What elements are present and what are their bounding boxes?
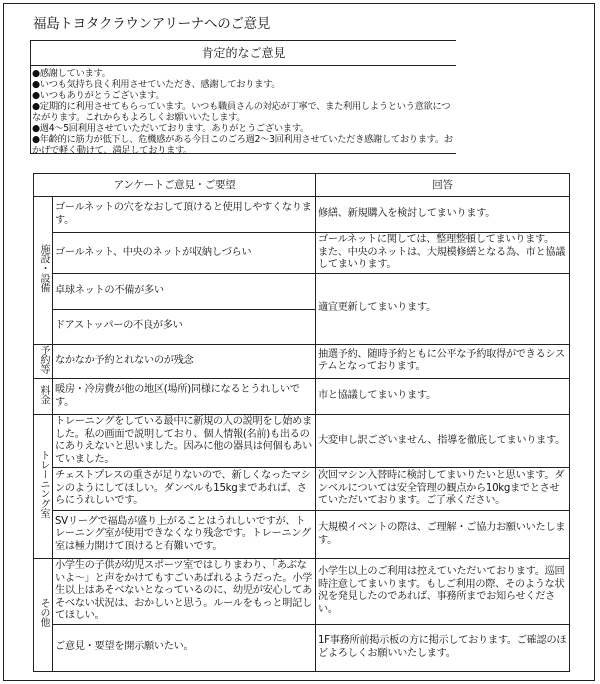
answer-cell: 大変申し訳ございません、指導を徹底してまいります。 — [316, 415, 570, 468]
question-cell: チェストプレスの重さが足りないので、新しくなったマシンのようにしてほしい。ダンベルも15kgまであれば、さらにうれしいです。 — [53, 468, 316, 511]
positive-item: ●定期的に利用させてもらっています。いつも職員さんの対応が丁寧で、また利用しようという意欲につながります。これからもよろしくお願いいたします。 — [32, 101, 451, 123]
positive-feedback-box — [30, 40, 456, 154]
answer-cell: 抽選予約、随時予約ともに公平な予約取得ができるシステムとなっております。 — [316, 344, 570, 379]
category-reservation: 予約等 — [34, 344, 53, 379]
question-cell: ドアストッパーの不良が多い — [53, 309, 316, 344]
answer-cell: 1F事務所前掲示板の方に掲示しております。ご確認のほどよろしくお願いいたします。 — [316, 624, 570, 671]
positive-item: ●感謝しています。 — [32, 68, 111, 79]
question-cell: 暖房・冷房費が他の地区(場所)同様になるとうれしいです。 — [53, 379, 316, 415]
answer-cell: 次回マシン入替時に検討してまいりたいと思います。ダンベルについては安全管理の観点から10kgまでとさせていただいております。ご了承ください。 — [316, 468, 570, 511]
answer-cell: 適宜更新してまいります。 — [316, 273, 570, 344]
table-row — [34, 233, 570, 274]
feedback-table — [33, 173, 570, 672]
answer-cell: 小学生以上のご利用は控えていただいております。巡回時注意してまいります。もしご利用の際、そのような状況を発見したのであれば、事務所までお知らせください。 — [316, 559, 570, 625]
positive-feedback-list — [31, 66, 456, 158]
table-row — [34, 344, 570, 379]
question-cell: 卓球ネットの不備が多い — [53, 273, 316, 309]
category-training-room: トレーニング室 — [34, 415, 53, 559]
positive-item: ●週4～5回利用させていただいております。ありがとうございます。 — [32, 123, 309, 134]
positive-item: ●いつもありがとうございます。 — [32, 90, 165, 101]
question-cell: 小学生の子供が幼児スポーツ室ではしりまわり、「あぶないよ～」と声をかけてもすごいあばれるようだった。小学生以上はあそべないとなっているのに、幼児が安心してあそべない状況は、おかしいと思う。ルールをもっと明記してほしい。 — [53, 559, 316, 625]
header-answer: 回答 — [316, 174, 570, 197]
positive-feedback-heading: 肯定的なご意見 — [31, 41, 456, 66]
answer-cell: 大規模イベントの際は、ご理解・ご協力お願いいたします。 — [316, 511, 570, 559]
category-fees: 料金 — [34, 379, 53, 415]
table-row — [34, 624, 570, 671]
question-cell: トレーニングをしている最中に新規の人の説明をし始めました。私の画面で説明しており、個人情報(名前)も出るのにありえないと思いました。因みに他の器具は何個もあいていました。 — [53, 415, 316, 468]
table-row — [34, 468, 570, 511]
answer-cell: 市と協議してまいります。 — [316, 379, 570, 415]
table-header-row — [34, 174, 570, 197]
table-row — [34, 511, 570, 559]
answer-cell: 修繕、新規購入を検討してまいります。 — [316, 197, 570, 233]
question-cell: ゴールネット、中央のネットが収納しづらい — [53, 233, 316, 274]
question-cell: なかなか予約とれないのが残念 — [53, 344, 316, 379]
page-title: 福島トヨタクラウンアリーナへのご意見 — [33, 16, 271, 32]
table-row — [34, 415, 570, 468]
table-row — [34, 379, 570, 415]
question-cell: SVリーグで福島が盛り上がることはうれしいですが、トレーニング室が使用できなくなり残念です。トレーニング室は極力開けて頂けると有難いです。 — [53, 511, 316, 559]
question-cell: ご意見・要望を開示願いたい。 — [53, 624, 316, 671]
table-row — [34, 197, 570, 233]
answer-cell: ゴールネットに関しては、整理整頓してまいります。 また、中央のネットは、大規模修繕となる為、市と協議してまいります。 — [316, 233, 570, 274]
positive-item: ●いつも気持ち良く利用させていただき、感謝しております。 — [32, 79, 281, 90]
table-row — [34, 559, 570, 625]
question-cell: ゴールネットの穴をなおして頂けると使用しやすくなります。 — [53, 197, 316, 233]
positive-item: ●年齢的に筋力が低下し、危機感がある今日このごろ週2～3回利用させていただき感謝しております。おかげで軽く動けて、満足しております。 — [32, 134, 453, 156]
header-feedback: アンケートご意見・ご要望 — [34, 174, 316, 197]
category-facilities: 施設・設備 — [34, 197, 53, 345]
table-row — [34, 273, 570, 309]
category-other: その他 — [34, 559, 53, 672]
